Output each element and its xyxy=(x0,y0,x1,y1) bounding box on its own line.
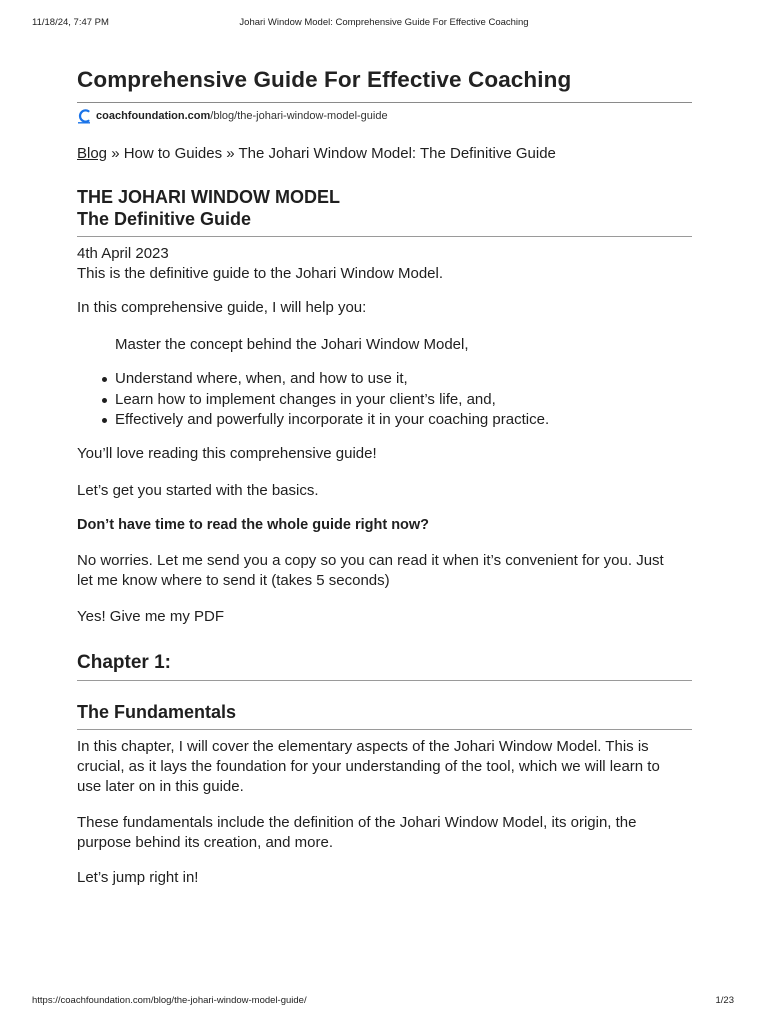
bullet-dot xyxy=(102,418,107,423)
benefits-list xyxy=(115,369,549,431)
article-date: 4th April 2023 xyxy=(77,245,169,262)
breadcrumb-how-to-guides[interactable]: How to Guides xyxy=(123,145,223,162)
source-path: /blog/the-johari-window-model-guide xyxy=(210,110,388,122)
chapter-para1-line3: use later on in this guide. xyxy=(77,778,244,795)
chapter-para2-line1: These fundamentals include the definition of the Johari Window Model, its origin, the xyxy=(77,814,637,831)
no-worries-line2: let me know where to send it (takes 5 seconds) xyxy=(77,572,390,589)
list-item: Understand where, when, and how to use it, xyxy=(115,369,549,390)
print-url: https://coachfoundation.com/blog/the-johari-window-model-guide/ xyxy=(32,995,307,1006)
print-header xyxy=(32,17,736,31)
chapter-heading: Chapter 1: xyxy=(77,652,171,673)
bullet-dot xyxy=(102,377,107,382)
help-lead: In this comprehensive guide, I will help you: xyxy=(77,299,367,316)
no-time-heading: Don’t have time to read the whole guide right now? xyxy=(77,517,430,533)
pdf-cta-link[interactable]: Yes! Give me my PDF xyxy=(77,608,224,625)
chapter-divider xyxy=(77,680,692,681)
chapter-para1-line2: crucial, as it lays the foundation for your understanding of the tool, which we will learn to xyxy=(77,758,660,775)
list-item: Effectively and powerfully incorporate it in your coaching practice. xyxy=(115,410,549,431)
print-date: 11/18/24, 7:47 PM xyxy=(32,17,109,28)
print-doc-title: Johari Window Model: Comprehensive Guide For Effective Coaching xyxy=(239,17,529,28)
breadcrumb-blog-link[interactable]: Blog xyxy=(77,145,108,162)
section-heading: The Fundamentals xyxy=(77,702,237,722)
chapter-para1-line1: In this chapter, I will cover the elementary aspects of the Johari Window Model. This is xyxy=(77,738,649,755)
list-item: Learn how to implement changes in your client’s life, and, xyxy=(115,390,549,411)
print-footer xyxy=(32,995,736,1009)
breadcrumb-current: The Johari Window Model: The Definitive Guide xyxy=(238,145,556,162)
site-title: Comprehensive Guide For Effective Coaching xyxy=(77,67,572,92)
guide-title xyxy=(77,187,340,230)
title-divider xyxy=(77,102,692,103)
section-divider xyxy=(77,729,692,730)
breadcrumb xyxy=(77,145,556,162)
article-intro: This is the definitive guide to the Johari Window Model. xyxy=(77,265,444,282)
get-started: Let’s get you started with the basics. xyxy=(77,482,319,499)
love-reading: You’ll love reading this comprehensive guide! xyxy=(77,445,377,462)
page-counter: 1/23 xyxy=(715,995,734,1006)
source-domain: coachfoundation.com xyxy=(96,110,211,122)
breadcrumb-separator: » xyxy=(222,145,239,162)
breadcrumb-separator: » xyxy=(107,145,124,162)
guide-divider xyxy=(77,236,692,237)
guide-title-line1: THE JOHARI WINDOW MODEL xyxy=(77,187,340,207)
chapter-para2-line2: purpose behind its creation, and more. xyxy=(77,834,333,851)
indent-item: Master the concept behind the Johari Window Model, xyxy=(115,336,469,353)
bullet-dot xyxy=(102,398,107,403)
source-link[interactable] xyxy=(77,107,388,125)
guide-title-line2: The Definitive Guide xyxy=(77,208,252,229)
coachfoundation-c-logo-icon xyxy=(77,108,91,124)
jump-in: Let’s jump right in! xyxy=(77,869,199,886)
no-worries-line1: No worries. Let me send you a copy so you can read it when it’s convenient for you. Just xyxy=(77,552,664,569)
